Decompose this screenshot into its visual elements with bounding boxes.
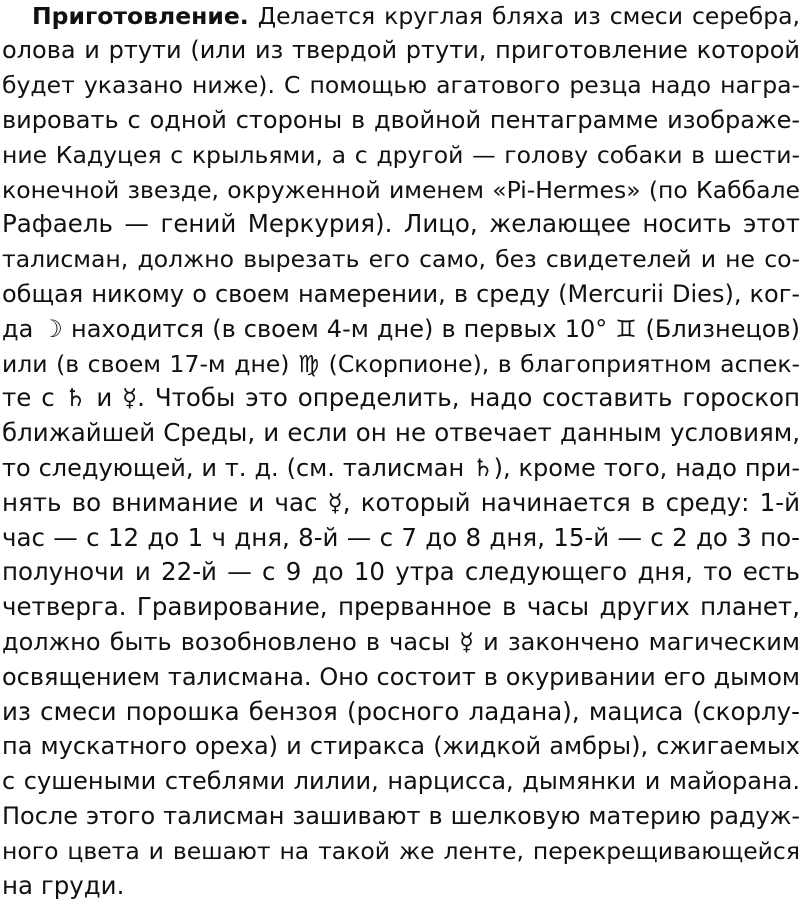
text-line-5: ние Кадуцея с крыльями, а с другой — голову собаки в шести- [2,141,800,169]
text-line-1-rest: Делается круглая бляха из смеси серебра, [248,2,800,30]
text-line-13: ближайшей Среды, и если он не отвечает данным условиям, [2,418,800,447]
text-line-20: освящением талисмана. Оно состоит в окуривании его дымом [2,663,800,691]
text-line-17: полуночи и 22-й — с 9 до 10 утра следующего дня, то есть [2,557,800,586]
text-line-3: будет указано ниже). С помощью агатового резца надо награ- [2,71,800,99]
text-line-10: да ☽ находится (в своем 4-м дне) в первых 10° ♊ (Близнецов) [2,315,800,343]
text-line-25: ного цвета и вешают на такой же ленте, перекрещивающейся [2,837,800,865]
text-line-18: четверга. Гравирование, прерванное в часы других планет, [2,592,800,621]
text-line-1 [32,0,800,32]
text-line-26: на груди. [2,871,125,900]
section-heading: Приготовление. [32,2,249,30]
text-line-12: те с ♄ и ☿. Чтобы это определить, надо составить гороскоп [2,383,800,412]
text-line-8: талисман, должно вырезать его само, без свидетелей и не со- [2,245,800,273]
text-line-24: После этого талисман зашивают в шелковую материю радуж- [2,802,800,830]
text-line-21: из смеси порошка бензоя (росного ладана), мациса (скорлу- [2,697,800,726]
text-line-16: час — с 12 до 1 ч дня, 8-й — с 7 до 8 дня, 15-й — с 2 до 3 по- [2,523,800,552]
text-line-14: то следующей, и т. д. (см. талисман ♄), кроме того, надо при- [2,454,800,482]
text-line-9: общая никому о своем намерении, в среду (Mercurii Dies), ког- [2,280,800,308]
text-line-4: вировать с одной стороны в двойной пентаграмме изображе- [2,106,800,134]
text-line-11: или (в своем 17-м дне) ♍ (Скорпионе), в благоприятном аспек- [2,350,800,378]
text-line-19: должно быть возобновлено в часы ☿ и закончено магическим [2,628,800,656]
text-line-22: па мускатного ореха) и стиракса (жидкой амбры), сжигаемых [2,732,800,760]
text-line-7: Рафаель — гений Меркурия). Лицо, желающее носить этот [2,209,800,238]
text-line-15: нять во внимание и час ☿, который начинается в среду: 1-й [2,488,800,517]
text-line-2: олова и ртути (или из твердой ртути, приготовление которой [2,36,800,64]
text-line-23: с сушеными стеблями лилии, нарцисса, дымянки и майорана. [2,767,800,795]
text-line-6: конечной звезде, окруженной именем «Pi-Hermes» (по Каббале [2,176,800,204]
